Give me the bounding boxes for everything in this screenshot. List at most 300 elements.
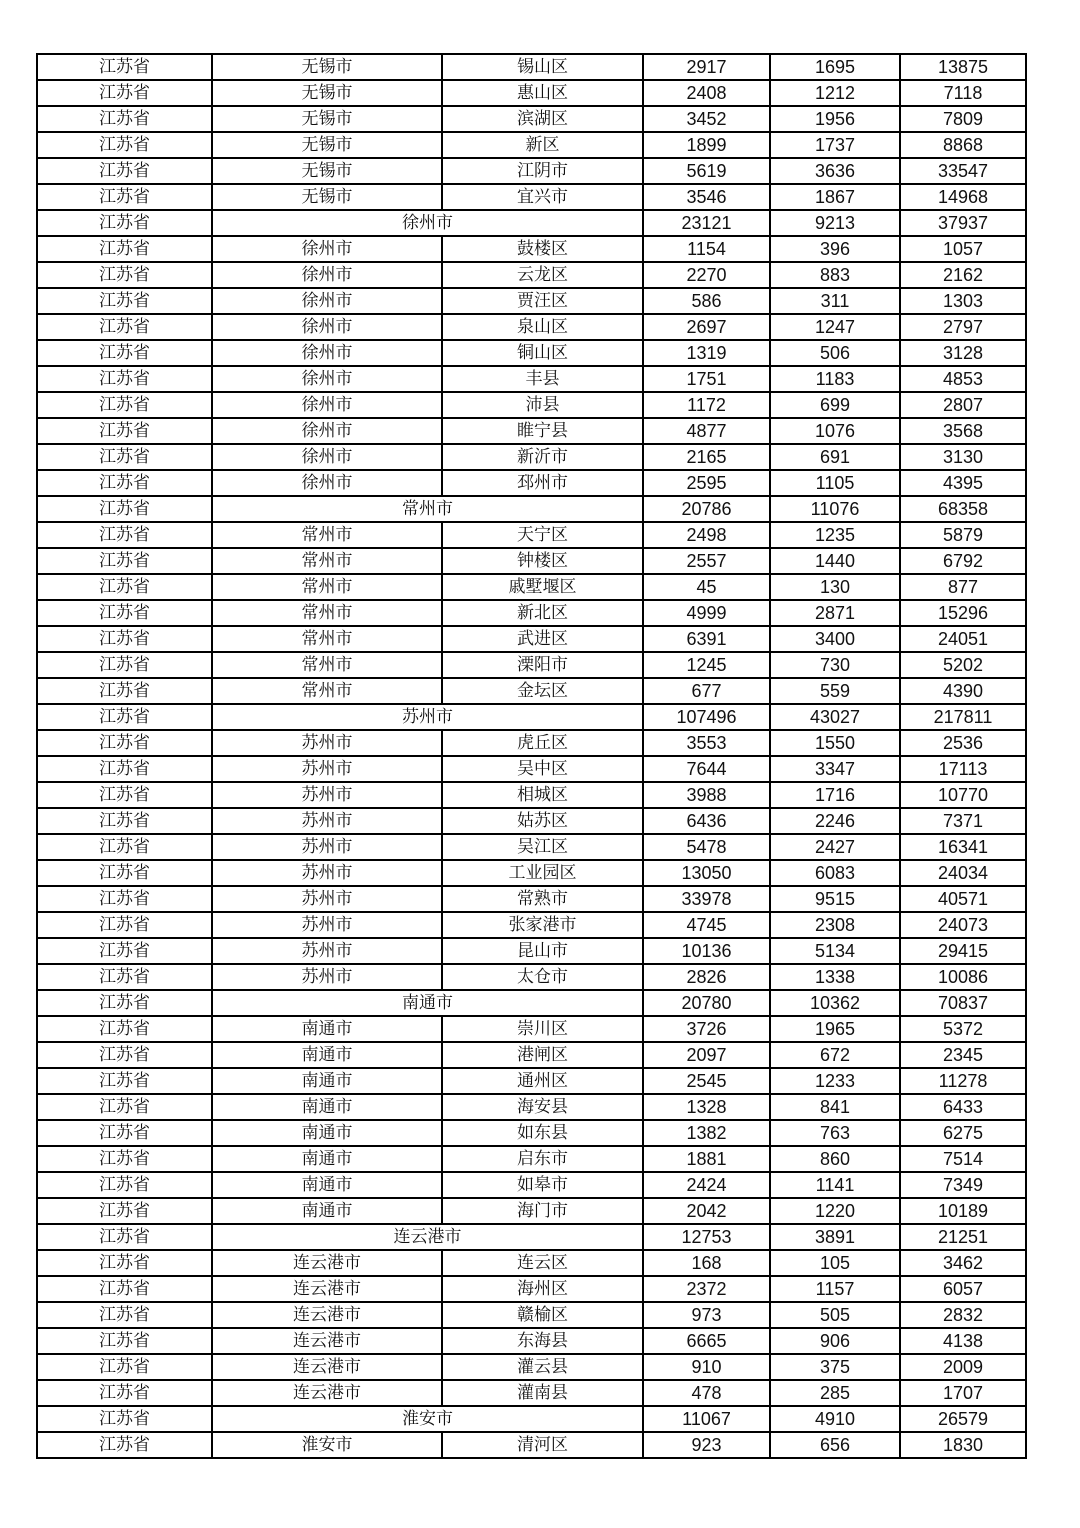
cell-district: 惠山区	[442, 80, 643, 106]
cell-province: 江苏省	[37, 210, 212, 236]
cell-value-2: 906	[770, 1328, 900, 1354]
city-summary-row	[37, 990, 1026, 1016]
district-row	[37, 1380, 1026, 1406]
cell-value-2: 1440	[770, 548, 900, 574]
district-row	[37, 236, 1026, 262]
cell-value-2: 1212	[770, 80, 900, 106]
cell-district: 海州区	[442, 1276, 643, 1302]
district-row	[37, 756, 1026, 782]
cell-value-1: 1751	[643, 366, 770, 392]
district-row	[37, 106, 1026, 132]
cell-district: 姑苏区	[442, 808, 643, 834]
cell-province: 江苏省	[37, 80, 212, 106]
cell-value-2: 1105	[770, 470, 900, 496]
cell-value-1: 1319	[643, 340, 770, 366]
cell-district: 虎丘区	[442, 730, 643, 756]
cell-district: 溧阳市	[442, 652, 643, 678]
cell-city: 徐州市	[212, 392, 442, 418]
cell-value-1: 45	[643, 574, 770, 600]
district-row	[37, 652, 1026, 678]
district-row	[37, 1094, 1026, 1120]
cell-province: 江苏省	[37, 158, 212, 184]
cell-district: 滨湖区	[442, 106, 643, 132]
district-row	[37, 158, 1026, 184]
district-row	[37, 678, 1026, 704]
cell-value-2: 1141	[770, 1172, 900, 1198]
cell-value-1: 3988	[643, 782, 770, 808]
cell-value-1: 2498	[643, 522, 770, 548]
cell-value-2: 3347	[770, 756, 900, 782]
cell-city: 苏州市	[212, 912, 442, 938]
cell-city: 南通市	[212, 1094, 442, 1120]
cell-province: 江苏省	[37, 1068, 212, 1094]
district-row	[37, 964, 1026, 990]
cell-city-merged: 连云港市	[212, 1224, 643, 1250]
cell-city: 常州市	[212, 678, 442, 704]
cell-value-3: 217811	[900, 704, 1026, 730]
cell-district: 宜兴市	[442, 184, 643, 210]
cell-value-1: 13050	[643, 860, 770, 886]
cell-province: 江苏省	[37, 626, 212, 652]
district-row	[37, 314, 1026, 340]
cell-value-2: 1867	[770, 184, 900, 210]
cell-value-2: 2246	[770, 808, 900, 834]
cell-value-3: 21251	[900, 1224, 1026, 1250]
cell-value-2: 6083	[770, 860, 900, 886]
cell-value-2: 1220	[770, 1198, 900, 1224]
cell-value-2: 311	[770, 288, 900, 314]
cell-province: 江苏省	[37, 1328, 212, 1354]
cell-value-2: 2871	[770, 600, 900, 626]
cell-value-3: 6433	[900, 1094, 1026, 1120]
district-row	[37, 132, 1026, 158]
cell-value-1: 23121	[643, 210, 770, 236]
cell-province: 江苏省	[37, 392, 212, 418]
cell-value-1: 3553	[643, 730, 770, 756]
cell-value-1: 2042	[643, 1198, 770, 1224]
cell-value-2: 2427	[770, 834, 900, 860]
cell-district: 睢宁县	[442, 418, 643, 444]
cell-value-3: 70837	[900, 990, 1026, 1016]
cell-value-1: 2165	[643, 444, 770, 470]
cell-value-3: 1057	[900, 236, 1026, 262]
district-row	[37, 1276, 1026, 1302]
cell-city: 徐州市	[212, 366, 442, 392]
cell-value-3: 4853	[900, 366, 1026, 392]
cell-city: 南通市	[212, 1016, 442, 1042]
cell-province: 江苏省	[37, 886, 212, 912]
cell-district: 赣榆区	[442, 1302, 643, 1328]
cell-value-1: 478	[643, 1380, 770, 1406]
cell-value-1: 586	[643, 288, 770, 314]
cell-district: 张家港市	[442, 912, 643, 938]
cell-value-3: 1303	[900, 288, 1026, 314]
district-row	[37, 886, 1026, 912]
cell-province: 江苏省	[37, 1094, 212, 1120]
district-row	[37, 1250, 1026, 1276]
cell-city: 常州市	[212, 652, 442, 678]
cell-value-3: 10189	[900, 1198, 1026, 1224]
district-row	[37, 860, 1026, 886]
cell-value-1: 4745	[643, 912, 770, 938]
cell-value-3: 24073	[900, 912, 1026, 938]
cell-value-2: 1157	[770, 1276, 900, 1302]
cell-province: 江苏省	[37, 1276, 212, 1302]
cell-value-2: 883	[770, 262, 900, 288]
cell-value-3: 7514	[900, 1146, 1026, 1172]
cell-value-1: 2372	[643, 1276, 770, 1302]
cell-district: 新区	[442, 132, 643, 158]
district-row	[37, 288, 1026, 314]
cell-city: 南通市	[212, 1120, 442, 1146]
cell-province: 江苏省	[37, 262, 212, 288]
cell-value-3: 24034	[900, 860, 1026, 886]
cell-province: 江苏省	[37, 1172, 212, 1198]
cell-value-3: 1830	[900, 1432, 1026, 1458]
cell-district: 锡山区	[442, 54, 643, 80]
cell-province: 江苏省	[37, 288, 212, 314]
district-row	[37, 834, 1026, 860]
cell-value-1: 1382	[643, 1120, 770, 1146]
cell-city: 徐州市	[212, 444, 442, 470]
cell-city: 常州市	[212, 548, 442, 574]
cell-district: 吴中区	[442, 756, 643, 782]
cell-city: 无锡市	[212, 158, 442, 184]
cell-city: 南通市	[212, 1172, 442, 1198]
cell-city: 连云港市	[212, 1328, 442, 1354]
cell-city-merged: 南通市	[212, 990, 643, 1016]
cell-province: 江苏省	[37, 184, 212, 210]
cell-value-1: 910	[643, 1354, 770, 1380]
district-row	[37, 1146, 1026, 1172]
district-row	[37, 470, 1026, 496]
district-row	[37, 1068, 1026, 1094]
cell-city-merged: 常州市	[212, 496, 643, 522]
cell-value-2: 860	[770, 1146, 900, 1172]
cell-district: 海门市	[442, 1198, 643, 1224]
cell-value-2: 105	[770, 1250, 900, 1276]
cell-value-3: 4390	[900, 678, 1026, 704]
cell-province: 江苏省	[37, 496, 212, 522]
cell-province: 江苏省	[37, 600, 212, 626]
city-summary-row	[37, 1406, 1026, 1432]
cell-province: 江苏省	[37, 1380, 212, 1406]
cell-city: 无锡市	[212, 54, 442, 80]
cell-value-3: 37937	[900, 210, 1026, 236]
table-body	[37, 54, 1026, 1458]
cell-district: 金坛区	[442, 678, 643, 704]
cell-value-3: 5372	[900, 1016, 1026, 1042]
cell-value-1: 1881	[643, 1146, 770, 1172]
cell-province: 江苏省	[37, 730, 212, 756]
cell-city: 苏州市	[212, 860, 442, 886]
cell-city: 南通市	[212, 1146, 442, 1172]
cell-province: 江苏省	[37, 54, 212, 80]
district-row	[37, 1302, 1026, 1328]
cell-value-3: 4138	[900, 1328, 1026, 1354]
cell-value-1: 4877	[643, 418, 770, 444]
cell-city: 淮安市	[212, 1432, 442, 1458]
cell-value-2: 841	[770, 1094, 900, 1120]
cell-province: 江苏省	[37, 1042, 212, 1068]
cell-city: 常州市	[212, 574, 442, 600]
cell-city: 苏州市	[212, 834, 442, 860]
cell-value-3: 33547	[900, 158, 1026, 184]
district-row	[37, 54, 1026, 80]
cell-value-1: 2097	[643, 1042, 770, 1068]
district-row	[37, 1172, 1026, 1198]
cell-district: 相城区	[442, 782, 643, 808]
cell-city: 连云港市	[212, 1302, 442, 1328]
cell-district: 吴江区	[442, 834, 643, 860]
cell-value-3: 17113	[900, 756, 1026, 782]
cell-value-1: 6436	[643, 808, 770, 834]
district-row	[37, 782, 1026, 808]
cell-city: 苏州市	[212, 756, 442, 782]
cell-city: 徐州市	[212, 262, 442, 288]
cell-province: 江苏省	[37, 1146, 212, 1172]
cell-province: 江苏省	[37, 1120, 212, 1146]
cell-value-1: 3452	[643, 106, 770, 132]
cell-city: 连云港市	[212, 1380, 442, 1406]
cell-value-3: 68358	[900, 496, 1026, 522]
cell-value-3: 2536	[900, 730, 1026, 756]
cell-value-1: 2697	[643, 314, 770, 340]
cell-province: 江苏省	[37, 236, 212, 262]
district-row	[37, 522, 1026, 548]
district-row	[37, 1432, 1026, 1458]
cell-province: 江苏省	[37, 782, 212, 808]
district-row	[37, 366, 1026, 392]
cell-value-1: 973	[643, 1302, 770, 1328]
city-summary-row	[37, 1224, 1026, 1250]
cell-value-2: 1338	[770, 964, 900, 990]
cell-value-2: 3891	[770, 1224, 900, 1250]
cell-province: 江苏省	[37, 444, 212, 470]
cell-value-2: 43027	[770, 704, 900, 730]
cell-province: 江苏省	[37, 340, 212, 366]
cell-city: 苏州市	[212, 730, 442, 756]
cell-value-1: 677	[643, 678, 770, 704]
cell-value-1: 2595	[643, 470, 770, 496]
cell-value-3: 7118	[900, 80, 1026, 106]
cell-province: 江苏省	[37, 470, 212, 496]
cell-province: 江苏省	[37, 964, 212, 990]
cell-province: 江苏省	[37, 1250, 212, 1276]
city-summary-row	[37, 496, 1026, 522]
cell-district: 常熟市	[442, 886, 643, 912]
cell-city-merged: 苏州市	[212, 704, 643, 730]
cell-value-3: 4395	[900, 470, 1026, 496]
cell-city: 徐州市	[212, 418, 442, 444]
cell-value-3: 10086	[900, 964, 1026, 990]
cell-province: 江苏省	[37, 418, 212, 444]
cell-value-2: 2308	[770, 912, 900, 938]
cell-value-2: 1235	[770, 522, 900, 548]
cell-value-3: 877	[900, 574, 1026, 600]
cell-value-2: 730	[770, 652, 900, 678]
cell-value-1: 20780	[643, 990, 770, 1016]
cell-value-2: 1737	[770, 132, 900, 158]
cell-province: 江苏省	[37, 912, 212, 938]
cell-city: 苏州市	[212, 964, 442, 990]
cell-district: 戚墅堰区	[442, 574, 643, 600]
district-row	[37, 1328, 1026, 1354]
cell-value-3: 2345	[900, 1042, 1026, 1068]
cell-value-1: 3726	[643, 1016, 770, 1042]
district-row	[37, 392, 1026, 418]
cell-value-2: 5134	[770, 938, 900, 964]
cell-district: 工业园区	[442, 860, 643, 886]
cell-province: 江苏省	[37, 574, 212, 600]
cell-district: 东海县	[442, 1328, 643, 1354]
cell-value-3: 2807	[900, 392, 1026, 418]
cell-value-1: 6665	[643, 1328, 770, 1354]
cell-city: 无锡市	[212, 106, 442, 132]
cell-district: 灌云县	[442, 1354, 643, 1380]
cell-city: 苏州市	[212, 938, 442, 964]
cell-value-3: 2832	[900, 1302, 1026, 1328]
cell-value-2: 1965	[770, 1016, 900, 1042]
cell-value-3: 3462	[900, 1250, 1026, 1276]
cell-value-3: 2162	[900, 262, 1026, 288]
cell-value-2: 1247	[770, 314, 900, 340]
cell-value-1: 5478	[643, 834, 770, 860]
cell-value-1: 923	[643, 1432, 770, 1458]
cell-province: 江苏省	[37, 522, 212, 548]
cell-value-3: 2797	[900, 314, 1026, 340]
cell-value-1: 2557	[643, 548, 770, 574]
cell-value-2: 699	[770, 392, 900, 418]
district-row	[37, 574, 1026, 600]
cell-value-3: 6792	[900, 548, 1026, 574]
cell-value-1: 2408	[643, 80, 770, 106]
cell-value-1: 1154	[643, 236, 770, 262]
cell-value-1: 11067	[643, 1406, 770, 1432]
cell-city: 连云港市	[212, 1276, 442, 1302]
cell-district: 新沂市	[442, 444, 643, 470]
cell-value-1: 5619	[643, 158, 770, 184]
cell-value-3: 5202	[900, 652, 1026, 678]
cell-value-2: 9213	[770, 210, 900, 236]
cell-province: 江苏省	[37, 548, 212, 574]
district-row	[37, 938, 1026, 964]
district-row	[37, 1042, 1026, 1068]
cell-province: 江苏省	[37, 1354, 212, 1380]
cell-province: 江苏省	[37, 990, 212, 1016]
cell-district: 邳州市	[442, 470, 643, 496]
cell-value-3: 2009	[900, 1354, 1026, 1380]
cell-value-3: 11278	[900, 1068, 1026, 1094]
cell-value-1: 168	[643, 1250, 770, 1276]
cell-value-2: 763	[770, 1120, 900, 1146]
cell-district: 灌南县	[442, 1380, 643, 1406]
cell-province: 江苏省	[37, 808, 212, 834]
cell-value-3: 8868	[900, 132, 1026, 158]
cell-value-2: 691	[770, 444, 900, 470]
district-row	[37, 340, 1026, 366]
cell-district: 海安县	[442, 1094, 643, 1120]
district-row	[37, 808, 1026, 834]
cell-value-2: 656	[770, 1432, 900, 1458]
district-row	[37, 184, 1026, 210]
cell-value-2: 1183	[770, 366, 900, 392]
cell-district: 启东市	[442, 1146, 643, 1172]
cell-district: 连云区	[442, 1250, 643, 1276]
cell-value-2: 1695	[770, 54, 900, 80]
cell-province: 江苏省	[37, 938, 212, 964]
city-summary-row	[37, 704, 1026, 730]
cell-province: 江苏省	[37, 1016, 212, 1042]
cell-district: 港闸区	[442, 1042, 643, 1068]
cell-value-1: 2545	[643, 1068, 770, 1094]
cell-province: 江苏省	[37, 106, 212, 132]
cell-city: 连云港市	[212, 1250, 442, 1276]
cell-district: 沛县	[442, 392, 643, 418]
cell-district: 如皋市	[442, 1172, 643, 1198]
cell-province: 江苏省	[37, 1432, 212, 1458]
city-summary-row	[37, 210, 1026, 236]
cell-district: 云龙区	[442, 262, 643, 288]
cell-district: 贾汪区	[442, 288, 643, 314]
cell-city: 苏州市	[212, 886, 442, 912]
cell-province: 江苏省	[37, 366, 212, 392]
cell-value-2: 375	[770, 1354, 900, 1380]
cell-value-1: 3546	[643, 184, 770, 210]
cell-district: 江阴市	[442, 158, 643, 184]
cell-district: 铜山区	[442, 340, 643, 366]
cell-value-3: 3130	[900, 444, 1026, 470]
district-row	[37, 730, 1026, 756]
cell-district: 清河区	[442, 1432, 643, 1458]
cell-city: 无锡市	[212, 132, 442, 158]
cell-value-1: 2917	[643, 54, 770, 80]
cell-district: 太仓市	[442, 964, 643, 990]
cell-value-2: 4910	[770, 1406, 900, 1432]
district-row	[37, 626, 1026, 652]
cell-district: 武进区	[442, 626, 643, 652]
cell-city: 徐州市	[212, 236, 442, 262]
cell-value-3: 5879	[900, 522, 1026, 548]
cell-value-1: 107496	[643, 704, 770, 730]
cell-city: 苏州市	[212, 808, 442, 834]
cell-value-2: 505	[770, 1302, 900, 1328]
cell-province: 江苏省	[37, 704, 212, 730]
cell-city: 南通市	[212, 1068, 442, 1094]
cell-province: 江苏省	[37, 132, 212, 158]
cell-city: 常州市	[212, 626, 442, 652]
cell-province: 江苏省	[37, 834, 212, 860]
cell-value-1: 4999	[643, 600, 770, 626]
cell-city: 南通市	[212, 1198, 442, 1224]
cell-value-2: 1550	[770, 730, 900, 756]
cell-city: 连云港市	[212, 1354, 442, 1380]
cell-value-3: 7809	[900, 106, 1026, 132]
cell-city: 无锡市	[212, 184, 442, 210]
cell-province: 江苏省	[37, 756, 212, 782]
cell-province: 江苏省	[37, 652, 212, 678]
cell-value-2: 506	[770, 340, 900, 366]
cell-value-1: 1172	[643, 392, 770, 418]
cell-city: 无锡市	[212, 80, 442, 106]
cell-value-3: 13875	[900, 54, 1026, 80]
cell-value-1: 1328	[643, 1094, 770, 1120]
cell-value-3: 7349	[900, 1172, 1026, 1198]
cell-district: 丰县	[442, 366, 643, 392]
district-row	[37, 80, 1026, 106]
cell-district: 鼓楼区	[442, 236, 643, 262]
cell-province: 江苏省	[37, 1224, 212, 1250]
